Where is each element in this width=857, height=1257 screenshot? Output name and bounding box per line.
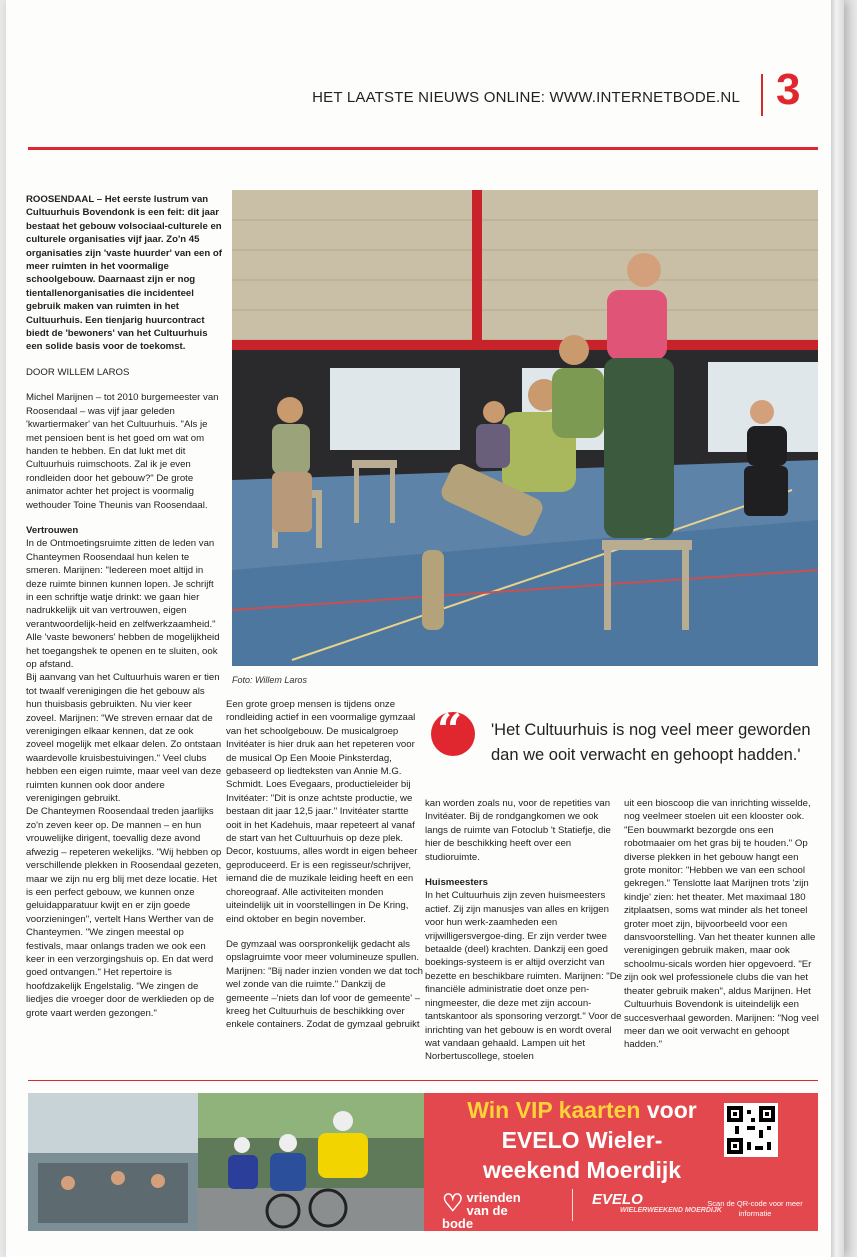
article-lede: ROOSENDAAL – Het eerste lustrum van Cultuurhuis Bovendonk is een feit: dit jaar bestaat het gebouw volsociaal-culturele en culturele organisaties vijf jaar. Zo'n 45 organisaties zijn 'vaste huurder' van een of meer ruimten in het voormalige schoolgebouw. Daarnaast zijn er nog tientallenorganisaties die incidenteel gebruik maken van ruimten in het Cultuurhuis. Een tienjarig huurcontract biedt de 'bewoners' van het Cultuurhuis een solide basis voor de toekomst. bbox=[26, 194, 222, 353]
ad-headline bbox=[442, 1095, 722, 1185]
brand-line1: vrienden bbox=[466, 1190, 521, 1205]
article-photo bbox=[232, 190, 818, 666]
article-paragraph: In het Cultuurhuis zijn zeven huismeesters actief. Zij zijn manusjes van alles en krijgen voor hun werk-zaamheden een vrijwilligersvergoe-ding. Er zijn verder twee betaalde (deel) krachten. Dankzij een goed boekings-systeem is er altijd overzicht van bezette en beschikbare ruimten. Marijnen: "De financiële administratie doet onze pen-ningmeester, die deze met zijn accoun-tantskantoor als sponsoring verzorgt." Voor de inrichting van het gebouw is en wordt overal wat vandaan gehaald. Lampen uit het Norbertuscollege, stoelen bbox=[425, 890, 622, 1063]
page-edge bbox=[831, 0, 844, 1257]
photo-caption: Foto: Willem Laros bbox=[232, 675, 307, 685]
qr-caption: Scan de QR-code voor meer informatie bbox=[707, 1199, 803, 1218]
evelo-logo: EVELO bbox=[592, 1191, 643, 1208]
article-paragraph: Bij aanvang van het Cultuurhuis waren er tien tot twaalf verenigingen die het gebouw als hun thuisbasis gebruikten. Nu vier keer zoveel. Marijnen: "We streven ernaar dat de verenigingen elkaar kennen, dat ze ook zoveel mogelijk met elkaar delen. Zo ontstaan waardevolle kruisbestuivingen." Veel clubs hebben een eigen ruimte, maar veel van deze ruimten kunnen ook door andere verenigingen gebruikt. bbox=[26, 672, 222, 805]
newspaper-page bbox=[6, 0, 844, 1257]
article-paragraph: De Chanteymen Roosendaal treden jaarlijks zo'n zeven keer op. De mannen – en hun vrouwelijke dirigent, toevallig deze avond afwezig – repeteren wekelijks. "Wij hebben op verschillende plekken in Roosendaal gezeten, maar we zijn nu erg blij met deze locatie. Het is een perfect gebouw, we kunnen onze geluidapparatuur kwijt en er zijn goede voorzieningen", vertelt Hans Werther van de Chanteymen. "We zingen meestal op festivals, maar onlangs traden we ook een keer in een verzorgingshuis op. En dat werd goed ontvangen." Het repertoire is hoofdzakelijk Engelstalig. "We zingen de liedjes die vroeger door de werklieden op de grote vaart werden gezongen." bbox=[26, 806, 222, 1019]
ad-divider bbox=[572, 1189, 573, 1221]
article-paragraph: De gymzaal was oorspronkelijk gedacht als opslagruimte voor meer volumineuze spullen. Marijnen: "Bij nader inzien vonden we dat toch wel zonde van die ruimte." Dankzij de gemeente –'niets dan lof voor de gemeente' – kreeg het Cultuurhuis de beschikking over enkele containers. Zodat de gymzaal gebruikt bbox=[226, 938, 423, 1031]
article-paragraph: Michel Marijnen – tot 2010 burgemeester van Roosendaal – was vijf jaar geleden 'kwartiermaker' van het Cultuurhuis. "Als je met pensioen bent is het goed om wat om handen te hebben. En dat lukt met dit Cultuurhuis ruimschoots. Zal ik je even rondleiden door het gebouw?" De grote animator achter het project is voormalig wethouder Toine Theunis van Roosendaal. bbox=[26, 392, 219, 511]
qr-code[interactable] bbox=[724, 1103, 778, 1157]
evelo-sublabel: WIELERWEEKEND MOERDIJK bbox=[620, 1207, 722, 1214]
article-column-1 bbox=[26, 193, 222, 1020]
article-column-2 bbox=[226, 698, 424, 1032]
article-column-4 bbox=[624, 797, 820, 1052]
page-number: 3 bbox=[776, 65, 801, 114]
bottom-rule bbox=[28, 1080, 818, 1081]
page-header bbox=[6, 65, 844, 128]
header-rule bbox=[28, 147, 818, 150]
header-website-text: HET LAATSTE NIEUWS ONLINE: WWW.INTERNETBODE.NL bbox=[312, 89, 740, 106]
subheading: Vertrouwen bbox=[26, 524, 79, 536]
advertisement-banner[interactable] bbox=[28, 1093, 818, 1231]
byline: DOOR WILLEM LAROS bbox=[26, 366, 130, 378]
heart-icon: ♡ bbox=[442, 1190, 464, 1217]
subheading: Huismeesters bbox=[425, 877, 488, 889]
ad-headline-line2: EVELO Wieler- bbox=[501, 1127, 663, 1153]
brand-line2: van de bode bbox=[442, 1203, 508, 1231]
cycling-photo bbox=[28, 1093, 424, 1231]
ad-headline-highlight: Win VIP kaarten bbox=[467, 1097, 641, 1123]
rehearsal-photo bbox=[232, 190, 818, 666]
vrienden-van-de-bode-logo bbox=[442, 1191, 521, 1230]
qr-code-icon bbox=[727, 1106, 775, 1154]
header-divider bbox=[761, 74, 763, 116]
ad-headline-line3: weekend Moerdijk bbox=[482, 1157, 682, 1183]
ad-headline-part: voor bbox=[640, 1097, 697, 1123]
article-paragraph: kan worden zoals nu, voor de repetities van Invitéater. Bij de rondgangkomen we ook langs de ruimte van Fotoclub 't Statiefje, die hier de beschikking heeft over een studioruimte. bbox=[425, 798, 611, 863]
pull-quote: 'Het Cultuurhuis is nog veel meer geworden dan we ooit verwacht en gehoopt hadden.' bbox=[491, 721, 811, 764]
article-paragraph: In de Ontmoetingsruimte zitten de leden van Chanteymen Roosendaal hun kelen te smeren. Marijnen: "Iedereen moet altijd in deze ruimte binnen kunnen lopen. Je schrijft in een schriftje watje drinkt: we gaan hier nadrukkelijk uit van vertrouwen, eigen verantwoordelijk-heid en zelfwerkzaamheid." Alle 'vaste bewoners' hebben de mogelijkheid het toegangshek te openen en te sluiten, ook op afstand. bbox=[26, 538, 220, 670]
quote-icon: “ bbox=[431, 712, 475, 756]
article-paragraph: Een grote groep mensen is tijdens onze rondleiding actief in een voormalige gymzaal van het schoolgebouw. De musicalgroep Invitéater is hier druk aan het repeteren voor de musical Op Een Mooie Pinksterdag, gebaseerd op liedteksten van Annie M.G. Schmidt. Loes Evegaars, productieleider bij Invitéater: "Dit is onze achtste productie, we bestaan dit jaar 12,5 jaar." Invitéater startte ooit in het Kadehuis, maar repeteert al vanaf de start van het Cultuurhuis op deze plek. Decor, kostuums, alles wordt in eigen beheer geproduceerd. Er is een regisseur/schrijver, iemand die de muzikale leiding heeft en een choreograaf. Alle activiteiten monden uiteindelijk uit in voorstellingen in De Kring, eind oktober en begin november. bbox=[226, 699, 418, 925]
article-column-3 bbox=[425, 797, 623, 1064]
article-paragraph: uit een bioscoop die van inrichting wisselde, nog veelmeer stoelen uit een klooster ook. "Een bouwmarkt bezorgde ons een robotmaaier om het gras bij te houden." Op diverse plekken in het gebouw hangt een grote monitor: "Hebben we van een school gekregen." Tenslotte laat Marijnen trots 'zijn kindje' zien: het theater. Met maximaal 180 zitplaatsen, soms wat minder als het toneel groter moet zijn, bijvoorbeeld voor een dansvoorstelling. Van het theater kunnen alle verenigingen gebruik maken, maar ook schoolmu-sicals worden hier opgevoerd. "Er zijn ook wel professionele clubs die van het theater gebruik maken", aldus Marijnen. Het Cultuurhuis Bovendonk is uiteindelijk een succesverhaal geworden. Marijnen: "Nog veel meer dan we ooit verwacht en gehoopt hadden." bbox=[624, 798, 819, 1051]
ad-panel bbox=[424, 1093, 818, 1231]
